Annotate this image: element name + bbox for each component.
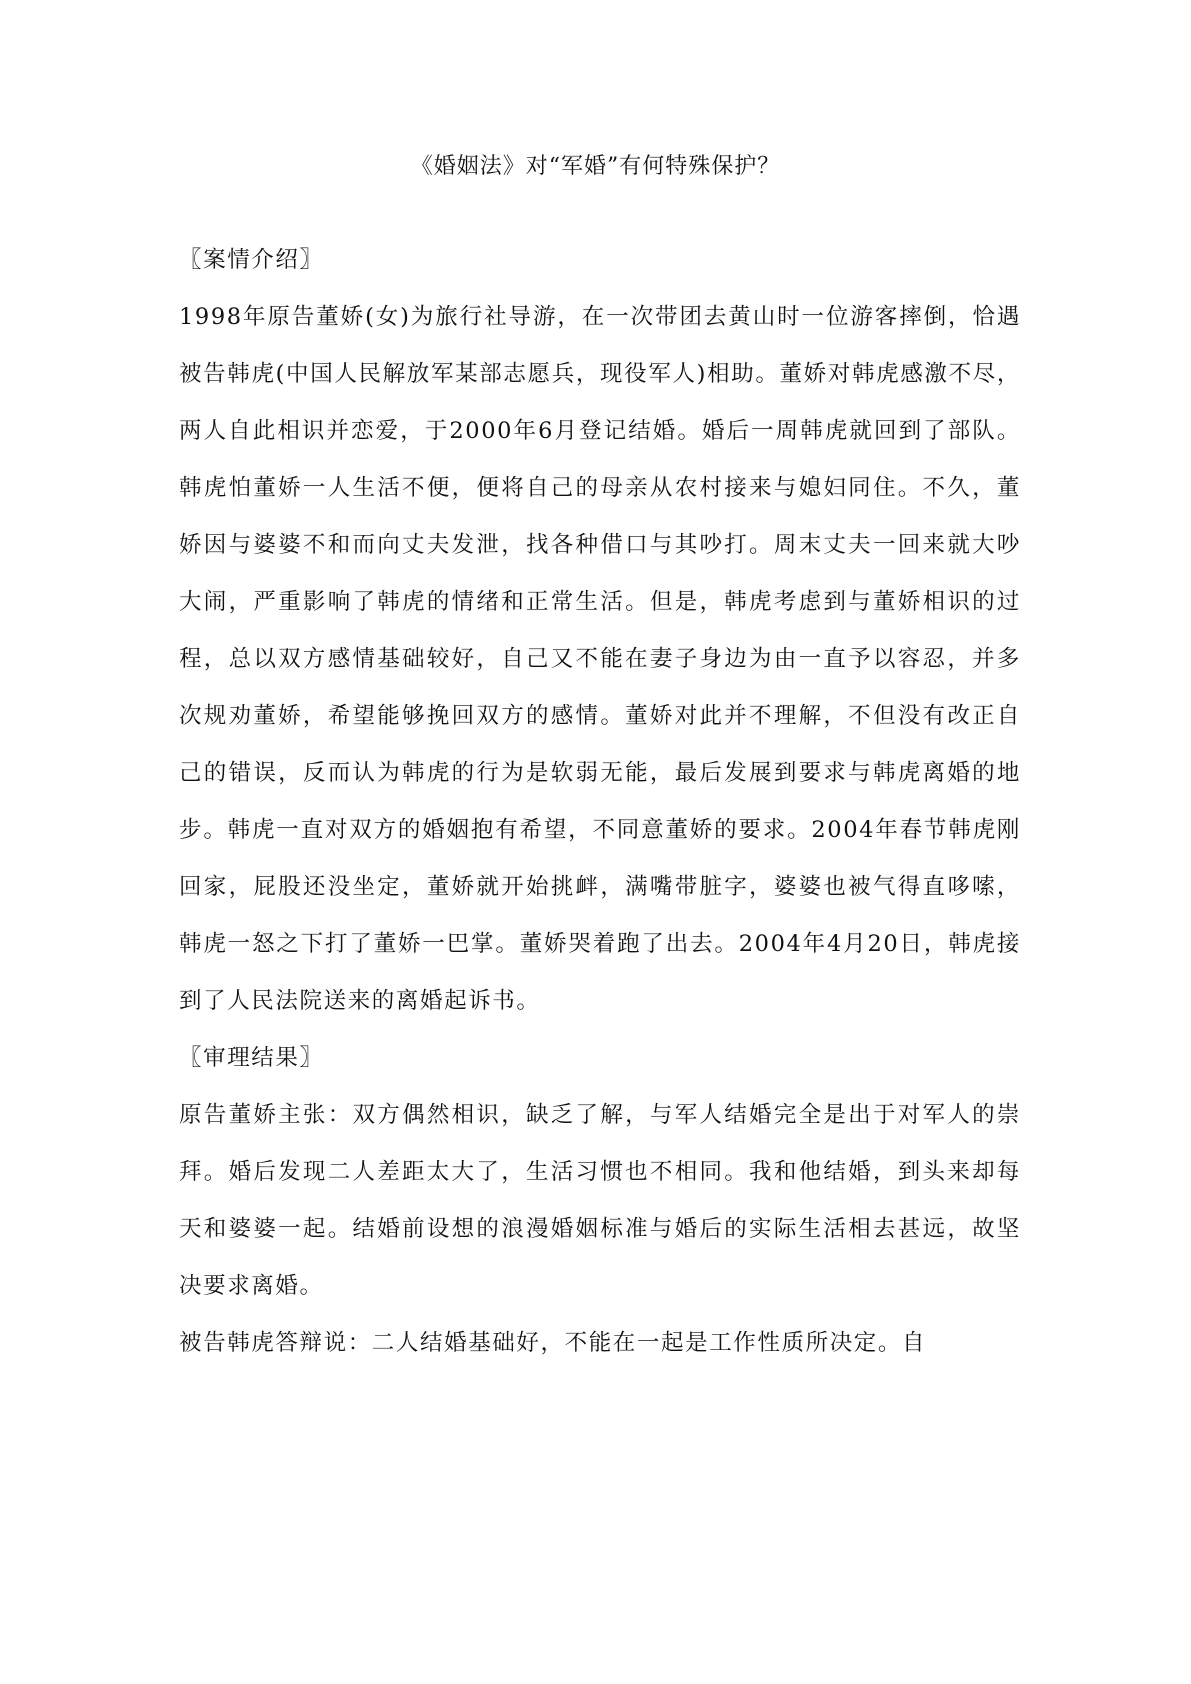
section-heading-result: 〖审理结果〗 (179, 1045, 324, 1071)
section-heading-case: 〖案情介绍〗 (179, 247, 324, 273)
defendant-paragraph: 被告韩虎答辩说：二人结婚基础好，不能在一起是工作性质所决定。自 (179, 1330, 927, 1356)
document-body (179, 232, 1021, 1372)
document-title: 《婚姻法》对“军婚”有何特殊保护？ (410, 154, 781, 179)
case-paragraph: 1998年原告董娇(女)为旅行社导游，在一次带团去黄山时一位游客摔倒，恰遇被告韩虎(中国人民解放军某部志愿兵，现役军人)相助。董娇对韩虎感激不尽，两人自此相识并恋爱，于2000年6月登记结婚。婚后一周韩虎就回到了部队。韩虎怕董娇一人生活不便，便将自己的母亲从农村接来与媳妇同住。不久，董娇因与婆婆不和而向丈夫发泄，找各种借口与其吵打。周末丈夫一回来就大吵大闹，严重影响了韩虎的情绪和正常生活。但是，韩虎考虑到与董娇相识的过程，总以双方感情基础较好，自己又不能在妻子身边为由一直予以容忍，并多次规劝董娇，希望能够挽回双方的感情。董娇对此并不理解，不但没有改正自己的错误，反而认为韩虎的行为是软弱无能，最后发展到要求与韩虎离婚的地步。韩虎一直对双方的婚姻抱有希望，不同意董娇的要求。2004年春节韩虎刚回家，屁股还没坐定，董娇就开始挑衅，满嘴带脏字，婆婆也被气得直哆嗦，韩虎一怒之下打了董娇一巴掌。董娇哭着跑了出去。2004年4月20日，韩虎接到了人民法院送来的离婚起诉书。 (179, 304, 1021, 1014)
plaintiff-paragraph: 原告董娇主张：双方偶然相识，缺乏了解，与军人结婚完全是出于对军人的崇拜。婚后发现二人差距太大了，生活习惯也不相同。我和他结婚，到头来却每天和婆婆一起。结婚前设想的浪漫婚姻标准与婚后的实际生活相去甚远，故坚决要求离婚。 (179, 1102, 1021, 1299)
